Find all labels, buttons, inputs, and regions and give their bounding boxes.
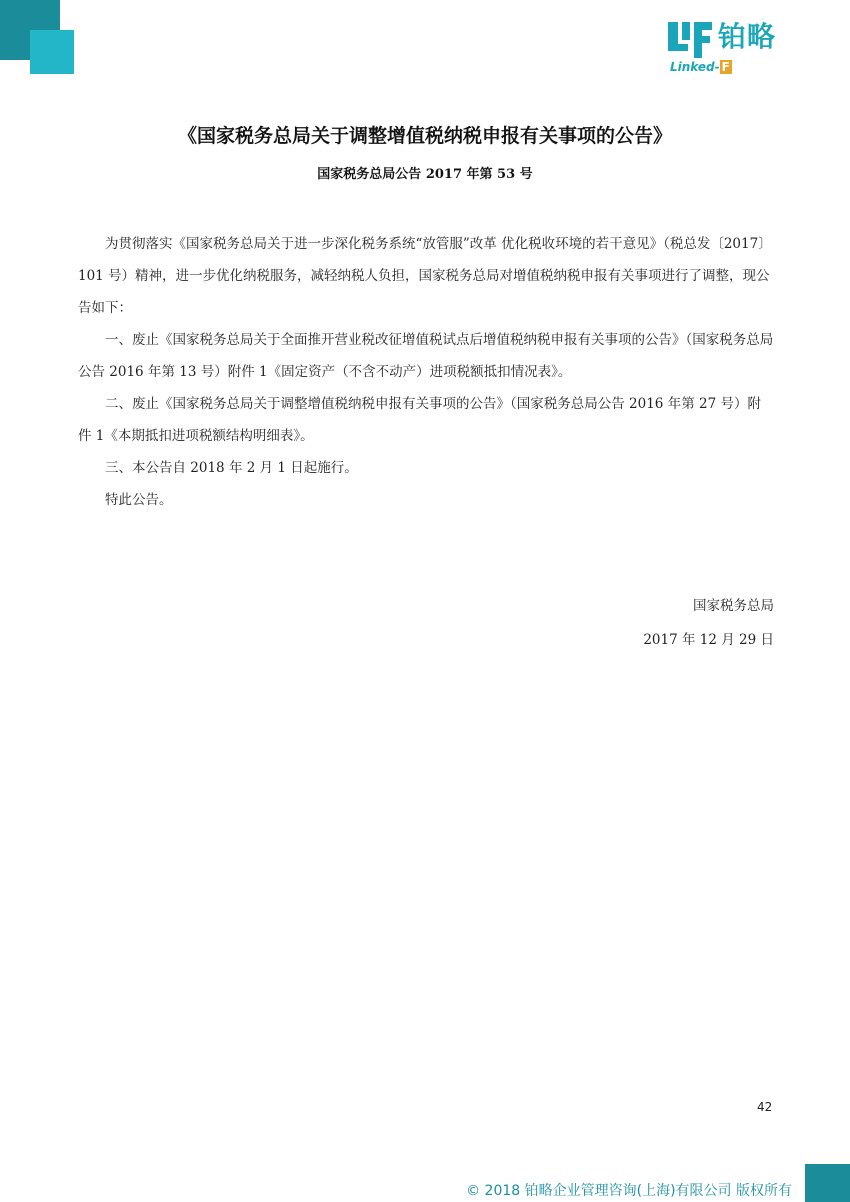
logo-mark-icon: [668, 20, 714, 60]
paragraph-closing: 特此公告。: [105, 492, 173, 508]
document-title: 《国家税务总局关于调整增值税纳税申报有关事项的公告》: [177, 125, 672, 147]
paragraph-item-2: 二、废止《国家税务总局关于调整增值税纳税申报有关事项的公告》（国家税务总局公告 2016 年第 27 号）附件 1《本期抵扣进项税额结构明细表》。: [78, 396, 761, 444]
logo-name-cn: 铂略: [718, 20, 777, 53]
document-body: [78, 228, 774, 516]
document-date: 2017 年 12 月 29 日: [643, 632, 774, 648]
page-number: 42: [757, 1100, 773, 1114]
document-subtitle: 国家税务总局公告 2017 年第 53 号: [317, 167, 533, 182]
paragraph-intro: 为贯彻落实《国家税务总局关于进一步深化税务系统“放管服”改革 优化税收环境的若干意见》（税总发〔2017〕101 号）精神，进一步优化纳税服务，减轻纳税人负担，国家税务总局对增值税纳税申报有关事项进行了调整，现公告如下：: [78, 236, 772, 316]
logo-name-en: Linked- F: [670, 60, 730, 74]
corner-decoration-light: [30, 30, 74, 74]
document-signer: 国家税务总局: [693, 598, 774, 614]
paragraph-item-1: 一、废止《国家税务总局关于全面推开营业税改征增值税试点后增值税纳税申报有关事项的公告》（国家税务总局公告 2016 年第 13 号）附件 1《固定资产（不含不动产）进项税额抵扣情况表》。: [78, 332, 774, 380]
paragraph-item-3: 三、本公告自 2018 年 2 月 1 日起施行。: [105, 460, 358, 476]
company-logo: [668, 20, 798, 74]
footer-copyright: © 2018 铂略企业管理咨询(上海)有限公司 版权所有: [466, 1183, 792, 1199]
footer-decoration: [805, 1164, 850, 1202]
